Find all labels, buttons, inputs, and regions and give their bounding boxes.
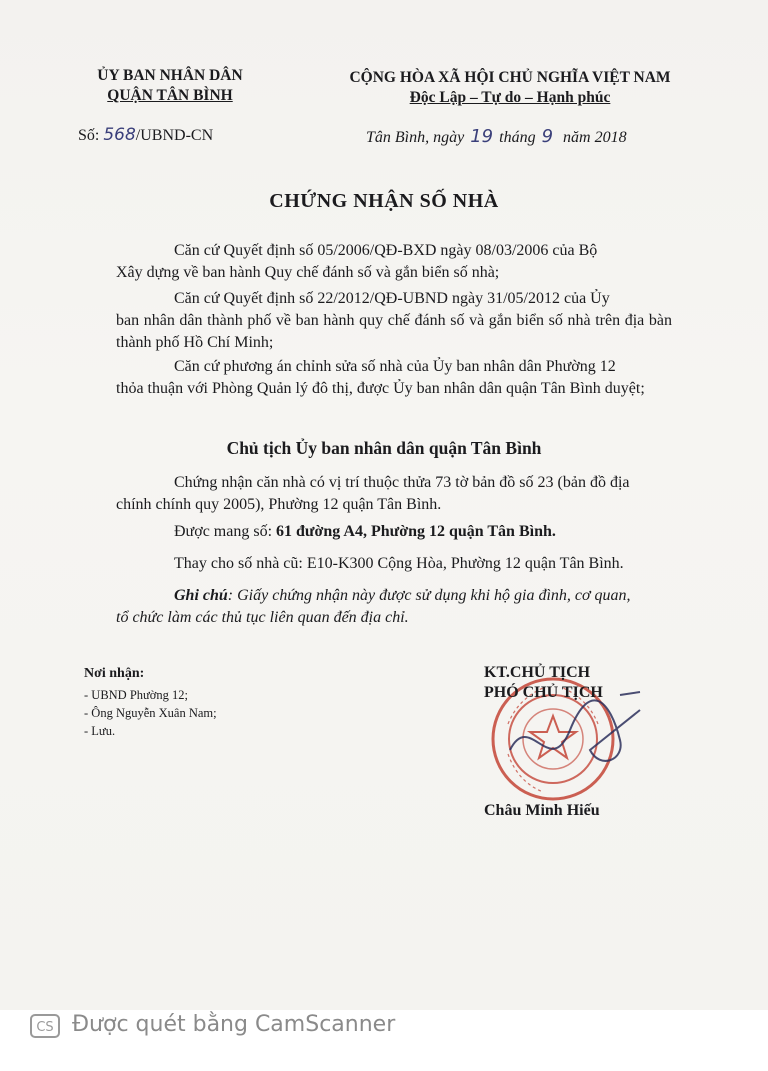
basis-3-line-1: Căn cứ phương án chỉnh sửa số nhà của Ủy ban nhân dân Phường 12 xyxy=(174,358,616,375)
recipient-item: - UBND Phường 12; xyxy=(84,688,189,702)
handwritten-signature xyxy=(490,690,670,800)
date-month: 9 xyxy=(541,126,554,147)
basis-paragraph-2 xyxy=(116,288,672,354)
certification-line-1: Chứng nhận căn nhà có vị trí thuộc thửa 73 tờ bản đồ số 23 (bản đồ địa xyxy=(174,474,630,491)
note-paragraph xyxy=(116,585,672,629)
camscanner-watermark: Được quét bằng CamScanner xyxy=(72,1012,396,1037)
doc-number-handwritten: 568 xyxy=(103,125,136,145)
recipient-item: - Ông Nguyễn Xuân Nam; xyxy=(84,706,217,720)
date-line xyxy=(366,126,627,147)
camscanner-logo-icon xyxy=(30,1014,60,1038)
doc-number-suffix: /UBND-CN xyxy=(135,127,214,144)
signature-title-2: PHÓ CHỦ TỊCH xyxy=(484,684,603,701)
national-header xyxy=(320,68,700,108)
new-number-label: Được mang số: xyxy=(174,523,277,540)
recipient-item: - Lưu. xyxy=(84,724,116,738)
document-number xyxy=(78,125,213,145)
doc-number-prefix: Số: xyxy=(78,127,104,144)
new-number-line xyxy=(116,521,672,543)
date-month-label: tháng xyxy=(499,129,536,146)
national-title: CỘNG HÒA XÃ HỘI CHỦ NGHĨA VIỆT NAM xyxy=(349,69,671,86)
basis-3-rest: thỏa thuận với Phòng Quản lý đô thị, được Ủy ban nhân dân quận Tân Bình duyệt; xyxy=(116,380,645,397)
issuer-line-2: QUẬN TÂN BÌNH xyxy=(107,87,233,104)
basis-1-line-1: Căn cứ Quyết định số 05/2006/QĐ-BXD ngày 08/03/2006 của Bộ xyxy=(174,242,598,259)
note-label: Ghi chú xyxy=(174,587,228,604)
signer-name: Châu Minh Hiếu xyxy=(484,802,600,819)
date-place: Tân Bình, ngày xyxy=(366,129,465,146)
note-line-1: : Giấy chứng nhận này được sử dụng khi hộ gia đình, cơ quan, xyxy=(227,587,631,604)
basis-2-rest: ban nhân dân thành phố về ban hành quy chế đánh số và gắn biển số nhà trên địa bàn thành phố Hồ Chí Minh; xyxy=(116,312,672,351)
certification-paragraph xyxy=(116,472,672,516)
recipients-title: Nơi nhận: xyxy=(84,666,145,681)
basis-paragraph-1 xyxy=(116,240,672,284)
old-number-line xyxy=(116,553,672,575)
date-year: năm 2018 xyxy=(563,129,627,146)
issuer-line-1: ỦY BAN NHÂN DÂN xyxy=(97,67,243,84)
date-day: 19 xyxy=(470,126,494,147)
document-title: CHỨNG NHẬN SỐ NHÀ xyxy=(269,190,499,212)
certification-line-2: chính chính quy 2005), Phường 12 quận Tân Bình. xyxy=(116,496,442,513)
signature-title-1: KT.CHỦ TỊCH xyxy=(484,664,591,681)
chair-heading: Chủ tịch Ủy ban nhân dân quận Tân Bình xyxy=(226,438,542,458)
basis-2-line-1: Căn cứ Quyết định số 22/2012/QĐ-UBND ngày 31/05/2012 của Ủy xyxy=(174,290,610,307)
note-line-2: tổ chức làm các thủ tục liên quan đến địa chỉ. xyxy=(116,609,409,626)
basis-paragraph-3 xyxy=(116,356,672,400)
national-motto: Độc Lập – Tự do – Hạnh phúc xyxy=(409,89,611,106)
basis-1-rest: Xây dựng về ban hành Quy chế đánh số và gắn biển số nhà; xyxy=(116,264,500,281)
svg-text:CS: CS xyxy=(36,1020,54,1035)
old-number-text: Thay cho số nhà cũ: E10-K300 Cộng Hòa, Phường 12 quận Tân Bình. xyxy=(174,555,624,572)
new-number-value: 61 đường A4, Phường 12 quận Tân Bình. xyxy=(276,523,556,540)
issuer-header xyxy=(70,66,270,106)
